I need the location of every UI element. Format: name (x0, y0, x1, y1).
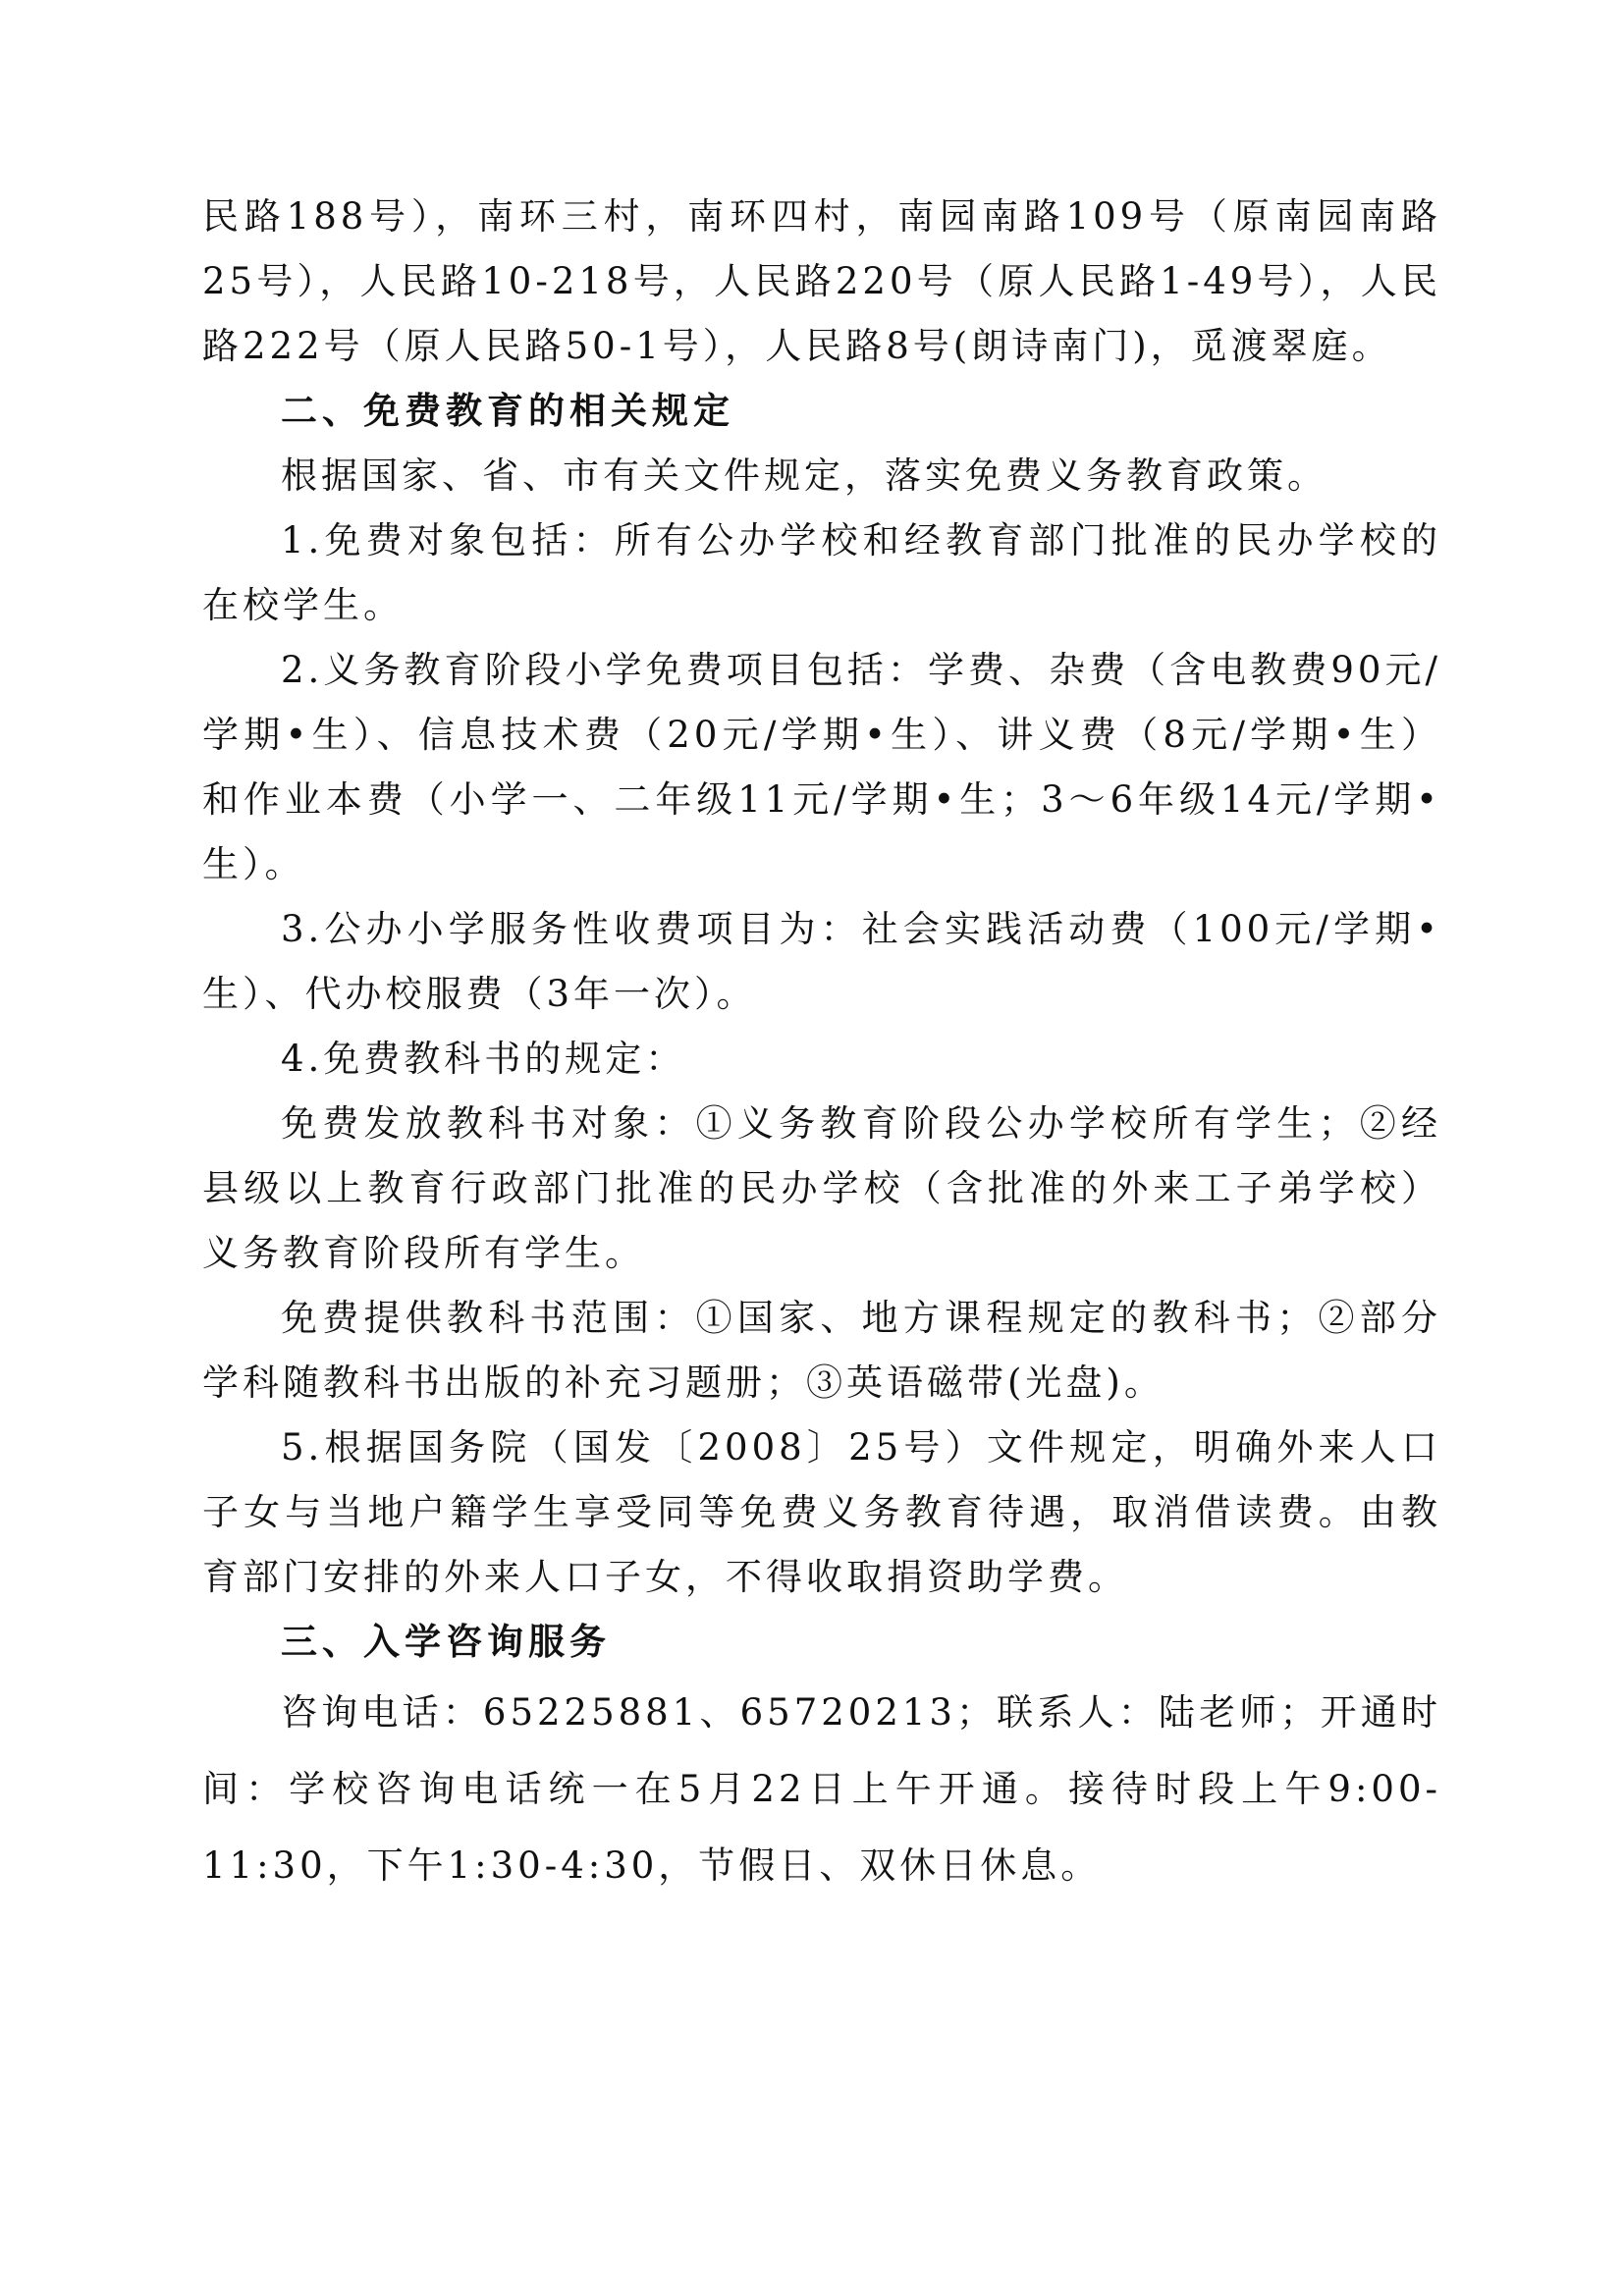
service-fees-paragraph: 3.公办小学服务性收费项目为：社会实践活动费（100元/学期•生）、代办校服费（3年一次）。 (202, 908, 1441, 1015)
consultation-info-paragraph: 咨询电话：65225881、65720213；联系人：陆老师；开通时间：学校咨询电话统一在5月22日上午开通。接待时段上午9:00-11:30，下午1:30-4:30，节假日、双休日休息。 (202, 1691, 1441, 1887)
section-heading-consultation: 三、入学咨询服务 (281, 1621, 611, 1663)
free-items-paragraph: 2.义务教育阶段小学免费项目包括：学费、杂费（含电教费90元/学期•生）、信息技术费（20元/学期•生）、讲义费（8元/学期•生）和作业本费（小学一、二年级11元/学期•生；3～6年级14元/学期•生）。 (202, 649, 1441, 885)
section-heading-free-education: 二、免费教育的相关规定 (281, 390, 734, 432)
textbook-rule-paragraph: 4.免费教科书的规定： (281, 1038, 686, 1080)
address-list-paragraph: 民路188号），南环三村，南环四村，南园南路109号（原南园南路25号），人民路10-218号，人民路220号（原人民路1-49号），人民路222号（原人民路50-1号），人民路8号(朗诗南门)，觅渡翠庭。 (202, 195, 1441, 367)
migrant-children-paragraph: 5.根据国务院（国发〔2008〕25号）文件规定，明确外来人口子女与当地户籍学生享受同等免费义务教育待遇，取消借读费。由教育部门安排的外来人口子女，不得收取捐资助学费。 (202, 1426, 1441, 1598)
document-body (202, 185, 1441, 1904)
textbook-scope-paragraph: 免费提供教科书范围：①国家、地方课程规定的教科书；②部分学科随教科书出版的补充习题册；③英语磁带(光盘)。 (202, 1297, 1441, 1404)
textbook-target-paragraph: 免费发放教科书对象：①义务教育阶段公办学校所有学生；②经县级以上教育行政部门批准的民办学校（含批准的外来工子弟学校）义务教育阶段所有学生。 (202, 1102, 1441, 1274)
free-target-paragraph: 1.免费对象包括：所有公办学校和经教育部门批准的民办学校的在校学生。 (202, 519, 1441, 626)
policy-intro-paragraph: 根据国家、省、市有关文件规定，落实免费义务教育政策。 (281, 454, 1327, 497)
